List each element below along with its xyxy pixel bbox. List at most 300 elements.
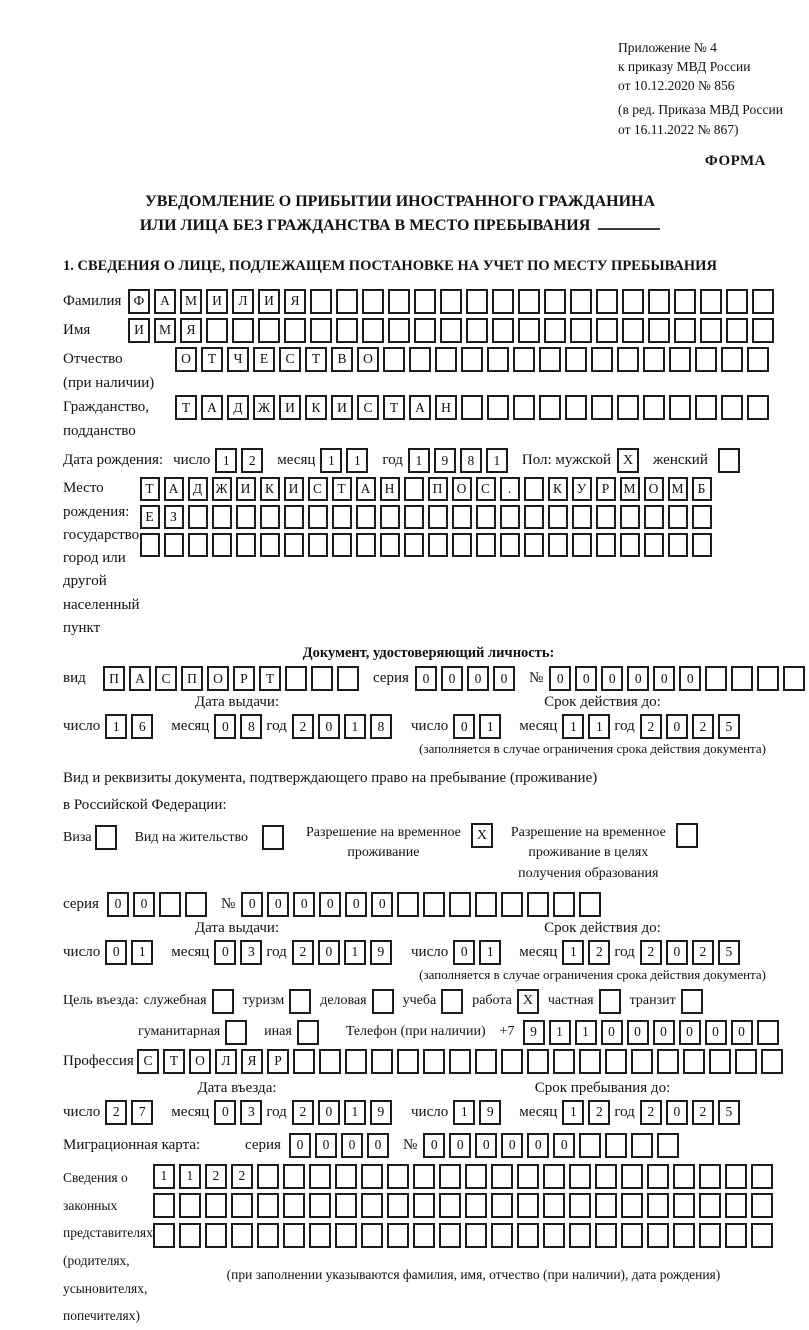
char-cell[interactable]: С: [279, 347, 301, 372]
char-cell[interactable]: А: [129, 666, 151, 691]
char-cell[interactable]: [565, 347, 587, 372]
char-cell[interactable]: [185, 892, 207, 917]
char-cell[interactable]: [752, 318, 774, 343]
digit-cell[interactable]: 1: [453, 1100, 475, 1125]
char-cell[interactable]: [336, 318, 358, 343]
char-cell[interactable]: .: [500, 477, 520, 501]
char-cell[interactable]: [648, 318, 670, 343]
char-cell[interactable]: [518, 318, 540, 343]
digit-cell[interactable]: 0: [453, 714, 475, 739]
char-cell[interactable]: [569, 1164, 591, 1189]
digit-cell[interactable]: 0: [214, 940, 236, 965]
char-cell[interactable]: [423, 892, 445, 917]
char-cell[interactable]: [726, 289, 748, 314]
char-cell[interactable]: [700, 318, 722, 343]
char-cell[interactable]: [362, 289, 384, 314]
char-cell[interactable]: Т: [175, 395, 197, 420]
char-cell[interactable]: [674, 318, 696, 343]
digit-cell[interactable]: 0: [453, 940, 475, 965]
char-cell[interactable]: [310, 318, 332, 343]
char-cell[interactable]: [647, 1164, 669, 1189]
char-cell[interactable]: [692, 533, 712, 557]
char-cell[interactable]: [492, 289, 514, 314]
char-cell[interactable]: [466, 289, 488, 314]
char-cell[interactable]: Е: [140, 505, 160, 529]
char-cell[interactable]: 0: [107, 892, 129, 917]
char-cell[interactable]: [751, 1193, 773, 1218]
char-cell[interactable]: Я: [284, 289, 306, 314]
char-cell[interactable]: Т: [201, 347, 223, 372]
char-cell[interactable]: Т: [259, 666, 281, 691]
char-cell[interactable]: Ж: [253, 395, 275, 420]
char-cell[interactable]: [487, 347, 509, 372]
char-cell[interactable]: [428, 533, 448, 557]
char-cell[interactable]: 2: [205, 1164, 227, 1189]
char-cell[interactable]: [543, 1223, 565, 1248]
char-cell[interactable]: [570, 318, 592, 343]
char-cell[interactable]: [465, 1193, 487, 1218]
char-cell[interactable]: [501, 892, 523, 917]
char-cell[interactable]: [527, 892, 549, 917]
digit-cell[interactable]: 0: [318, 1100, 340, 1125]
char-cell[interactable]: Т: [163, 1049, 185, 1074]
char-cell[interactable]: [735, 1049, 757, 1074]
char-cell[interactable]: [725, 1164, 747, 1189]
char-cell[interactable]: [388, 289, 410, 314]
char-cell[interactable]: 0: [475, 1133, 497, 1158]
char-cell[interactable]: [572, 505, 592, 529]
char-cell[interactable]: И: [279, 395, 301, 420]
char-cell[interactable]: [335, 1164, 357, 1189]
digit-cell[interactable]: 1: [346, 448, 368, 473]
char-cell[interactable]: [543, 1193, 565, 1218]
char-cell[interactable]: Л: [232, 289, 254, 314]
char-cell[interactable]: [257, 1223, 279, 1248]
char-cell[interactable]: [553, 892, 575, 917]
char-cell[interactable]: [465, 1223, 487, 1248]
char-cell[interactable]: [695, 347, 717, 372]
digit-cell[interactable]: 1: [320, 448, 342, 473]
char-cell[interactable]: [387, 1164, 409, 1189]
char-cell[interactable]: [461, 395, 483, 420]
purpose-gumanitarnaya-checkbox[interactable]: [225, 1020, 247, 1045]
char-cell[interactable]: К: [260, 477, 280, 501]
digit-cell[interactable]: 2: [640, 940, 662, 965]
char-cell[interactable]: [644, 533, 664, 557]
char-cell[interactable]: [513, 347, 535, 372]
digit-cell[interactable]: 2: [588, 940, 610, 965]
char-cell[interactable]: [752, 289, 774, 314]
char-cell[interactable]: 0: [241, 892, 263, 917]
digit-cell[interactable]: 0: [214, 714, 236, 739]
char-cell[interactable]: [397, 892, 419, 917]
char-cell[interactable]: [699, 1223, 721, 1248]
char-cell[interactable]: [668, 505, 688, 529]
digit-cell[interactable]: 2: [588, 1100, 610, 1125]
char-cell[interactable]: [309, 1164, 331, 1189]
digit-cell[interactable]: 2: [105, 1100, 127, 1125]
char-cell[interactable]: А: [409, 395, 431, 420]
char-cell[interactable]: [404, 477, 424, 501]
char-cell[interactable]: [621, 1223, 643, 1248]
digit-cell[interactable]: 1: [105, 714, 127, 739]
char-cell[interactable]: 0: [449, 1133, 471, 1158]
char-cell[interactable]: [647, 1193, 669, 1218]
char-cell[interactable]: [310, 289, 332, 314]
char-cell[interactable]: [621, 1164, 643, 1189]
char-cell[interactable]: [501, 1049, 523, 1074]
char-cell[interactable]: [669, 395, 691, 420]
digit-cell[interactable]: 2: [241, 448, 263, 473]
char-cell[interactable]: [179, 1223, 201, 1248]
char-cell[interactable]: 2: [231, 1164, 253, 1189]
char-cell[interactable]: [647, 1223, 669, 1248]
char-cell[interactable]: [631, 1049, 653, 1074]
char-cell[interactable]: [761, 1049, 783, 1074]
char-cell[interactable]: И: [284, 477, 304, 501]
char-cell[interactable]: [692, 505, 712, 529]
char-cell[interactable]: 0: [575, 666, 597, 691]
char-cell[interactable]: [440, 289, 462, 314]
char-cell[interactable]: С: [357, 395, 379, 420]
char-cell[interactable]: [308, 505, 328, 529]
char-cell[interactable]: 0: [319, 892, 341, 917]
char-cell[interactable]: Т: [305, 347, 327, 372]
char-cell[interactable]: [491, 1223, 513, 1248]
char-cell[interactable]: И: [236, 477, 256, 501]
char-cell[interactable]: [605, 1133, 627, 1158]
char-cell[interactable]: [413, 1223, 435, 1248]
char-cell[interactable]: [643, 347, 665, 372]
char-cell[interactable]: [657, 1049, 679, 1074]
char-cell[interactable]: Д: [188, 477, 208, 501]
char-cell[interactable]: [544, 289, 566, 314]
char-cell[interactable]: [260, 505, 280, 529]
char-cell[interactable]: Р: [233, 666, 255, 691]
char-cell[interactable]: [257, 1164, 279, 1189]
char-cell[interactable]: [695, 395, 717, 420]
char-cell[interactable]: [569, 1223, 591, 1248]
char-cell[interactable]: [731, 666, 753, 691]
purpose-inaya-checkbox[interactable]: [297, 1020, 319, 1045]
char-cell[interactable]: [205, 1223, 227, 1248]
char-cell[interactable]: [721, 395, 743, 420]
char-cell[interactable]: [595, 1223, 617, 1248]
char-cell[interactable]: [309, 1193, 331, 1218]
char-cell[interactable]: [476, 533, 496, 557]
char-cell[interactable]: [591, 347, 613, 372]
char-cell[interactable]: Ф: [128, 289, 150, 314]
char-cell[interactable]: [413, 1164, 435, 1189]
char-cell[interactable]: [212, 505, 232, 529]
char-cell[interactable]: С: [476, 477, 496, 501]
char-cell[interactable]: [439, 1164, 461, 1189]
char-cell[interactable]: [596, 318, 618, 343]
digit-cell[interactable]: 0: [666, 940, 688, 965]
char-cell[interactable]: 0: [441, 666, 463, 691]
digit-cell[interactable]: 1: [486, 448, 508, 473]
char-cell[interactable]: [397, 1049, 419, 1074]
char-cell[interactable]: [524, 533, 544, 557]
char-cell[interactable]: [620, 533, 640, 557]
digit-cell[interactable]: 2: [692, 940, 714, 965]
visa-checkbox[interactable]: [95, 825, 117, 850]
char-cell[interactable]: [622, 318, 644, 343]
char-cell[interactable]: [164, 533, 184, 557]
char-cell[interactable]: [188, 505, 208, 529]
char-cell[interactable]: И: [128, 318, 150, 343]
char-cell[interactable]: [404, 505, 424, 529]
char-cell[interactable]: Н: [380, 477, 400, 501]
digit-cell[interactable]: 1: [408, 448, 430, 473]
temp-residence-permit-checkbox[interactable]: X: [471, 823, 493, 848]
char-cell[interactable]: 0: [371, 892, 393, 917]
digit-cell[interactable]: 0: [666, 714, 688, 739]
char-cell[interactable]: [414, 289, 436, 314]
digit-cell[interactable]: 8: [460, 448, 482, 473]
char-cell[interactable]: [751, 1223, 773, 1248]
char-cell[interactable]: [413, 1193, 435, 1218]
char-cell[interactable]: [517, 1193, 539, 1218]
char-cell[interactable]: [579, 1049, 601, 1074]
char-cell[interactable]: [361, 1164, 383, 1189]
char-cell[interactable]: Т: [332, 477, 352, 501]
digit-cell[interactable]: 5: [718, 940, 740, 965]
char-cell[interactable]: Т: [383, 395, 405, 420]
digit-cell[interactable]: 2: [640, 1100, 662, 1125]
purpose-tranzit-checkbox[interactable]: [681, 989, 703, 1014]
char-cell[interactable]: С: [155, 666, 177, 691]
char-cell[interactable]: 0: [553, 1133, 575, 1158]
char-cell[interactable]: О: [452, 477, 472, 501]
char-cell[interactable]: [388, 318, 410, 343]
digit-cell[interactable]: 9: [370, 940, 392, 965]
char-cell[interactable]: [596, 289, 618, 314]
char-cell[interactable]: Т: [140, 477, 160, 501]
char-cell[interactable]: [212, 533, 232, 557]
digit-cell[interactable]: 3: [240, 1100, 262, 1125]
digit-cell[interactable]: 5: [718, 714, 740, 739]
sex-female-checkbox[interactable]: [718, 448, 740, 473]
char-cell[interactable]: [475, 892, 497, 917]
char-cell[interactable]: [643, 395, 665, 420]
char-cell[interactable]: [476, 505, 496, 529]
char-cell[interactable]: [257, 1193, 279, 1218]
char-cell[interactable]: [311, 666, 333, 691]
char-cell[interactable]: [179, 1193, 201, 1218]
char-cell[interactable]: [258, 318, 280, 343]
char-cell[interactable]: [539, 395, 561, 420]
char-cell[interactable]: [548, 533, 568, 557]
char-cell[interactable]: 0: [627, 666, 649, 691]
char-cell[interactable]: [579, 1133, 601, 1158]
char-cell[interactable]: [544, 318, 566, 343]
digit-cell[interactable]: 1: [215, 448, 237, 473]
char-cell[interactable]: 0: [731, 1020, 753, 1045]
char-cell[interactable]: Д: [227, 395, 249, 420]
char-cell[interactable]: [205, 1193, 227, 1218]
char-cell[interactable]: [673, 1223, 695, 1248]
char-cell[interactable]: [206, 318, 228, 343]
char-cell[interactable]: 9: [523, 1020, 545, 1045]
char-cell[interactable]: [449, 1049, 471, 1074]
char-cell[interactable]: Я: [241, 1049, 263, 1074]
digit-cell[interactable]: 0: [214, 1100, 236, 1125]
char-cell[interactable]: [570, 289, 592, 314]
char-cell[interactable]: О: [357, 347, 379, 372]
char-cell[interactable]: Б: [692, 477, 712, 501]
char-cell[interactable]: [595, 1164, 617, 1189]
char-cell[interactable]: А: [201, 395, 223, 420]
char-cell[interactable]: 0: [133, 892, 155, 917]
char-cell[interactable]: [668, 533, 688, 557]
digit-cell[interactable]: 0: [105, 940, 127, 965]
char-cell[interactable]: [439, 1193, 461, 1218]
char-cell[interactable]: 1: [575, 1020, 597, 1045]
char-cell[interactable]: Л: [215, 1049, 237, 1074]
char-cell[interactable]: О: [175, 347, 197, 372]
char-cell[interactable]: [380, 533, 400, 557]
char-cell[interactable]: 0: [653, 1020, 675, 1045]
char-cell[interactable]: Р: [267, 1049, 289, 1074]
char-cell[interactable]: [596, 505, 616, 529]
char-cell[interactable]: [709, 1049, 731, 1074]
digit-cell[interactable]: 1: [344, 940, 366, 965]
char-cell[interactable]: [337, 666, 359, 691]
char-cell[interactable]: [332, 533, 352, 557]
char-cell[interactable]: [356, 505, 376, 529]
char-cell[interactable]: [492, 318, 514, 343]
char-cell[interactable]: [621, 1193, 643, 1218]
char-cell[interactable]: [757, 666, 779, 691]
char-cell[interactable]: [524, 505, 544, 529]
char-cell[interactable]: [423, 1049, 445, 1074]
char-cell[interactable]: 0: [679, 666, 701, 691]
digit-cell[interactable]: 2: [692, 714, 714, 739]
char-cell[interactable]: 0: [267, 892, 289, 917]
char-cell[interactable]: 1: [549, 1020, 571, 1045]
char-cell[interactable]: [428, 505, 448, 529]
char-cell[interactable]: 0: [601, 1020, 623, 1045]
digit-cell[interactable]: 1: [344, 714, 366, 739]
char-cell[interactable]: Н: [435, 395, 457, 420]
digit-cell[interactable]: 1: [131, 940, 153, 965]
char-cell[interactable]: [284, 505, 304, 529]
char-cell[interactable]: [500, 505, 520, 529]
char-cell[interactable]: М: [180, 289, 202, 314]
char-cell[interactable]: З: [164, 505, 184, 529]
char-cell[interactable]: [747, 395, 769, 420]
char-cell[interactable]: [188, 533, 208, 557]
char-cell[interactable]: [285, 666, 307, 691]
digit-cell[interactable]: 0: [318, 940, 340, 965]
char-cell[interactable]: [543, 1164, 565, 1189]
char-cell[interactable]: О: [644, 477, 664, 501]
char-cell[interactable]: [721, 347, 743, 372]
char-cell[interactable]: [232, 318, 254, 343]
char-cell[interactable]: [605, 1049, 627, 1074]
char-cell[interactable]: [591, 395, 613, 420]
char-cell[interactable]: [726, 318, 748, 343]
purpose-rabota-checkbox[interactable]: X: [517, 989, 539, 1014]
char-cell[interactable]: [236, 533, 256, 557]
char-cell[interactable]: 0: [467, 666, 489, 691]
char-cell[interactable]: [439, 1223, 461, 1248]
char-cell[interactable]: М: [154, 318, 176, 343]
digit-cell[interactable]: 1: [588, 714, 610, 739]
char-cell[interactable]: [336, 289, 358, 314]
digit-cell[interactable]: 2: [292, 940, 314, 965]
char-cell[interactable]: [657, 1133, 679, 1158]
char-cell[interactable]: [159, 892, 181, 917]
char-cell[interactable]: [283, 1193, 305, 1218]
char-cell[interactable]: [440, 318, 462, 343]
char-cell[interactable]: 0: [415, 666, 437, 691]
char-cell[interactable]: 0: [345, 892, 367, 917]
char-cell[interactable]: М: [668, 477, 688, 501]
char-cell[interactable]: П: [103, 666, 125, 691]
char-cell[interactable]: А: [164, 477, 184, 501]
char-cell[interactable]: 0: [341, 1133, 363, 1158]
char-cell[interactable]: 0: [627, 1020, 649, 1045]
char-cell[interactable]: [319, 1049, 341, 1074]
char-cell[interactable]: [617, 347, 639, 372]
char-cell[interactable]: [140, 533, 160, 557]
char-cell[interactable]: [491, 1193, 513, 1218]
char-cell[interactable]: [669, 347, 691, 372]
char-cell[interactable]: [466, 318, 488, 343]
char-cell[interactable]: [644, 505, 664, 529]
char-cell[interactable]: [620, 505, 640, 529]
char-cell[interactable]: [622, 289, 644, 314]
char-cell[interactable]: [553, 1049, 575, 1074]
digit-cell[interactable]: 9: [370, 1100, 392, 1125]
char-cell[interactable]: [236, 505, 256, 529]
digit-cell[interactable]: 1: [562, 1100, 584, 1125]
char-cell[interactable]: [308, 533, 328, 557]
digit-cell[interactable]: 2: [292, 1100, 314, 1125]
char-cell[interactable]: Е: [253, 347, 275, 372]
char-cell[interactable]: И: [331, 395, 353, 420]
char-cell[interactable]: [309, 1223, 331, 1248]
edu-residence-permit-checkbox[interactable]: [676, 823, 698, 848]
char-cell[interactable]: К: [548, 477, 568, 501]
char-cell[interactable]: А: [356, 477, 376, 501]
char-cell[interactable]: [465, 1164, 487, 1189]
char-cell[interactable]: [725, 1193, 747, 1218]
char-cell[interactable]: [414, 318, 436, 343]
char-cell[interactable]: [579, 892, 601, 917]
char-cell[interactable]: [380, 505, 400, 529]
char-cell[interactable]: [617, 395, 639, 420]
digit-cell[interactable]: 6: [131, 714, 153, 739]
char-cell[interactable]: 0: [679, 1020, 701, 1045]
char-cell[interactable]: [452, 505, 472, 529]
char-cell[interactable]: У: [572, 477, 592, 501]
char-cell[interactable]: [491, 1164, 513, 1189]
digit-cell[interactable]: 0: [666, 1100, 688, 1125]
char-cell[interactable]: И: [258, 289, 280, 314]
digit-cell[interactable]: 2: [692, 1100, 714, 1125]
char-cell[interactable]: [673, 1193, 695, 1218]
char-cell[interactable]: [356, 533, 376, 557]
char-cell[interactable]: [283, 1164, 305, 1189]
digit-cell[interactable]: 7: [131, 1100, 153, 1125]
char-cell[interactable]: [517, 1164, 539, 1189]
char-cell[interactable]: Р: [596, 477, 616, 501]
char-cell[interactable]: [487, 395, 509, 420]
digit-cell[interactable]: 0: [318, 714, 340, 739]
